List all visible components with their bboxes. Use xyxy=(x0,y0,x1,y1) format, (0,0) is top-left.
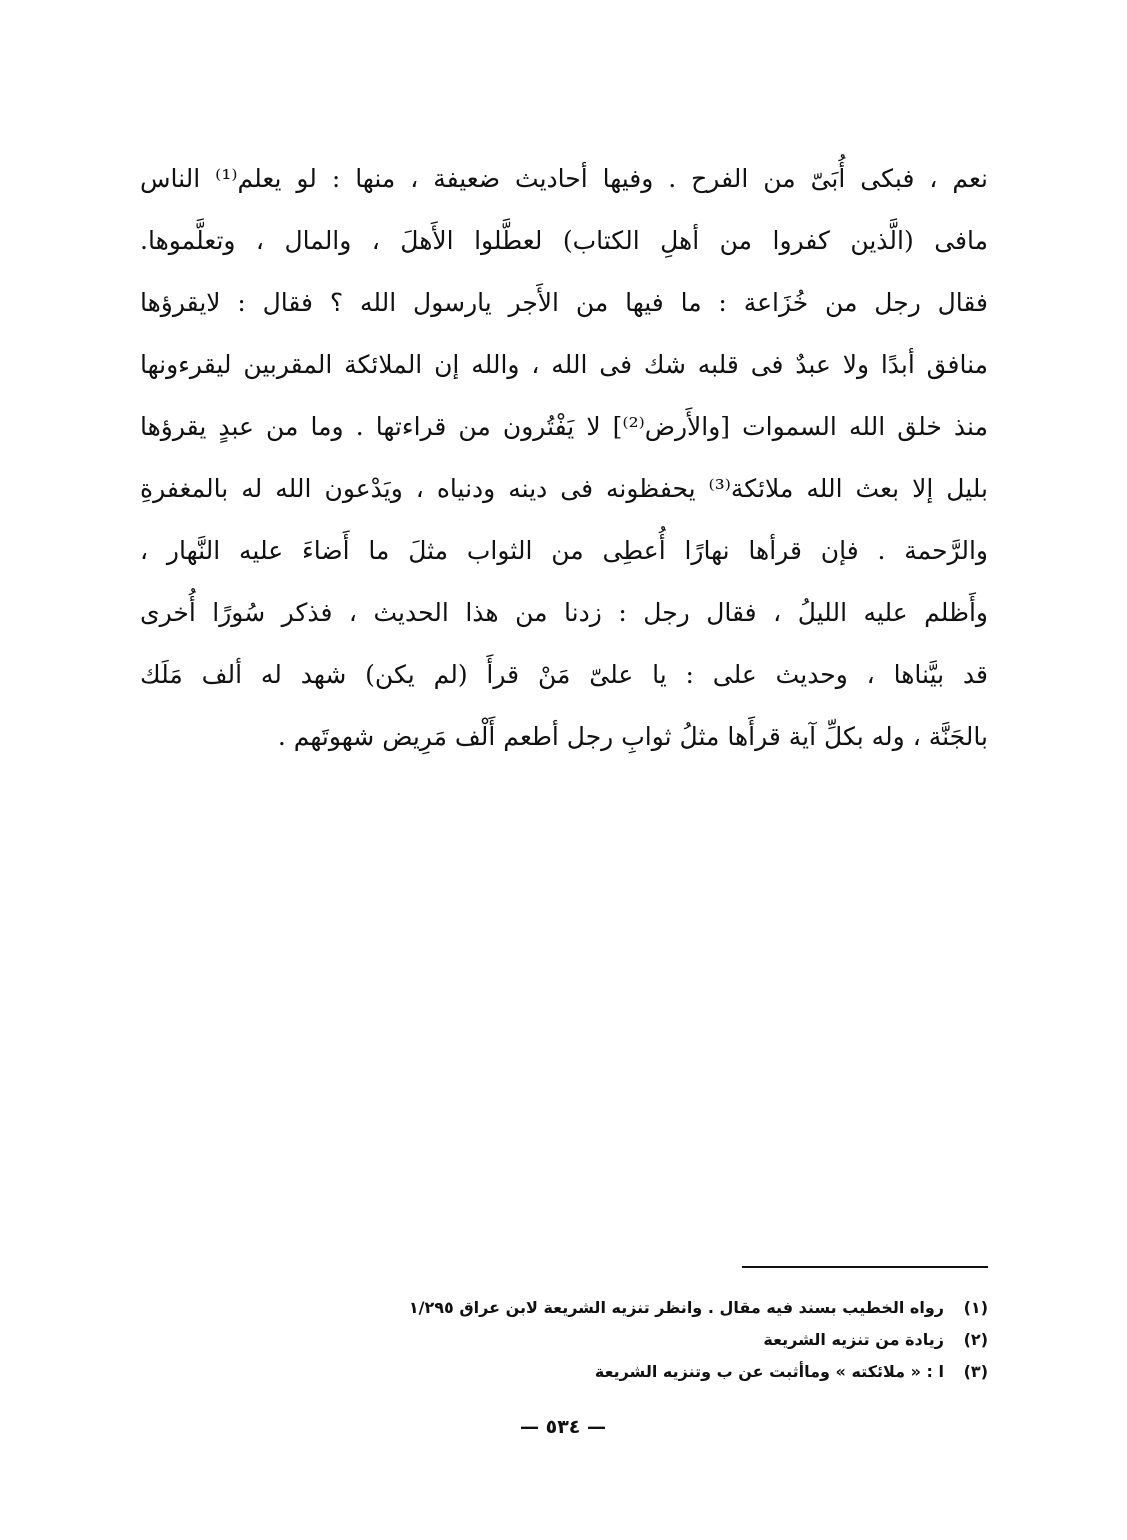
footnote-text: ا : « ملائكته » وماأثبت عن ب وتنزيه الشريعة xyxy=(594,1362,944,1381)
text-line: بالجَنَّة ، وله بكلِّ آية قرأَها مثلُ ثوابِ رجل أطعم أَلْف مَرِيض شهوتَهم . xyxy=(277,722,988,751)
footnote-number: (٢) xyxy=(963,1330,988,1349)
text-line: بليل إلا بعث الله ملائكة⁽³⁾ يحفظونه فى دينه ودنياه ، ويَدْعون الله له بالمغفرةِ xyxy=(140,474,988,503)
footnote-item xyxy=(220,1356,988,1388)
footnote-number: (٣) xyxy=(963,1362,988,1381)
footnote-item xyxy=(220,1324,988,1356)
text-line: منذ خلق الله السموات [والأَرض⁽²⁾] لا يَفْتُرون من قراءتها . وما من عبدٍ يقرؤها xyxy=(140,412,988,441)
text-line: والرَّحمة . فإن قرأها نهارًا أُعطِى من الثواب مثلَ ما أَضاءَ عليه النَّهار ، xyxy=(140,536,988,565)
text-line: قد بيَّناها ، وحديث على : يا علىّ مَنْ قرأَ (لم يكن) شهد له ألف مَلَك xyxy=(140,660,988,689)
text-line: نعم ، فبكى أُبَىّ من الفرح . وفيها أحاديث ضعيفة ، منها : لو يعلم⁽¹⁾ الناس xyxy=(140,164,988,193)
footnotes-block xyxy=(220,1292,988,1388)
text-line: وأَظلم عليه الليلُ ، فقال رجل : زدنا من هذا الحديث ، فذكر سُورًا أُخرى xyxy=(140,598,988,627)
text-line: فقال رجل من خُزَاعة : ما فيها من الأَجر يارسول الله ؟ فقال : لايقرؤها xyxy=(140,288,988,317)
footnote-text: رواه الخطيب بسند فيه مقال . وانظر تنزيه الشريعة لابن عراق ١/٢٩٥ xyxy=(408,1298,944,1317)
text-line: منافق أبدًا ولا عبدٌ فى قلبه شك فى الله ، والله إن الملائكة المقربين ليقرءونها xyxy=(140,350,988,379)
footnote-number: (١) xyxy=(963,1298,988,1317)
footnote-divider xyxy=(742,1266,988,1268)
text-line: مافى (الَّذين كفروا من أهلِ الكتاب) لعطَّلوا الأَهلَ ، والمال ، وتعلَّموها. xyxy=(140,226,988,255)
footnote-item xyxy=(220,1292,988,1324)
main-text-block xyxy=(140,148,988,768)
page-number: — ٥٣٤ — xyxy=(519,1416,607,1438)
footnote-text: زيادة من تنزيه الشريعة xyxy=(763,1330,944,1349)
